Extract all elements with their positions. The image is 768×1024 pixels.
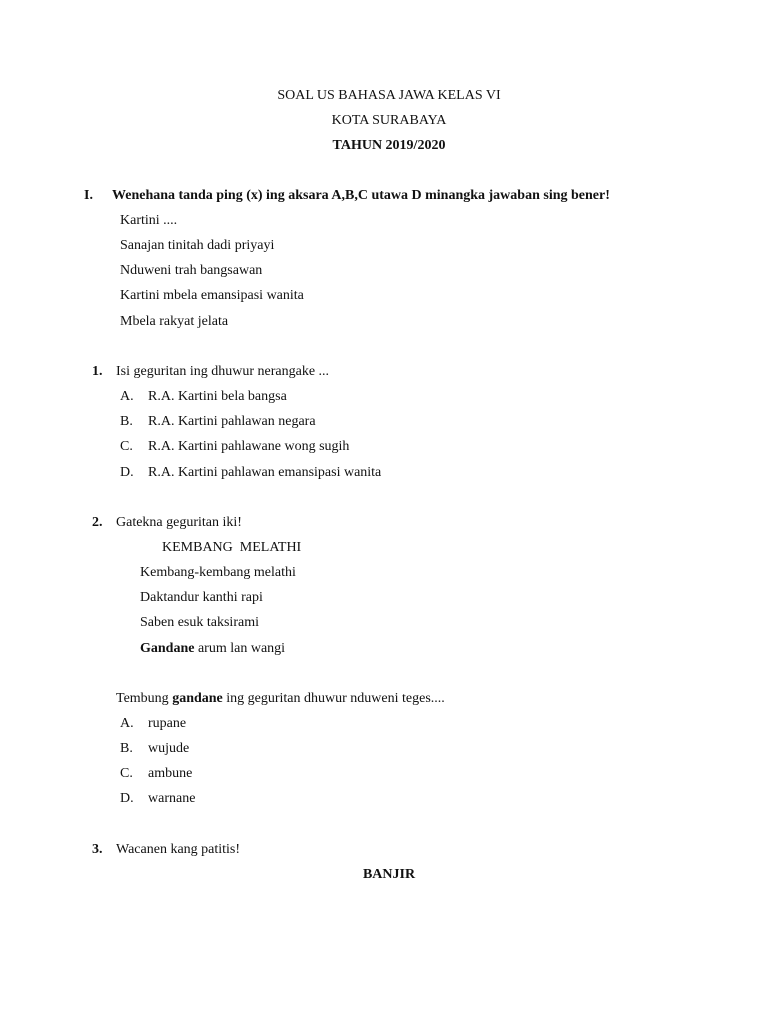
option-letter: C. <box>120 439 133 454</box>
option-letter: A. <box>120 716 134 731</box>
option-letter: A. <box>120 389 134 404</box>
option-text: R.A. Kartini pahlawan negara <box>148 414 316 429</box>
option-letter: D. <box>120 465 134 480</box>
option-letter: B. <box>120 741 133 756</box>
question-text: Gatekna geguritan iki! <box>116 515 242 530</box>
poem-line: Saben esuk taksirami <box>140 615 259 630</box>
reading-title: BANJIR <box>362 867 416 882</box>
option-letter: D. <box>120 791 134 806</box>
poem-line-rest: arum lan wangi <box>194 641 286 656</box>
section-roman-numeral: I. <box>84 188 93 203</box>
poem-line: Mbela rakyat jelata <box>120 314 229 329</box>
poem-line: Kartini .... <box>120 213 178 228</box>
question-text: Wacanen kang patitis! <box>116 842 241 857</box>
option-text: R.A. Kartini bela bangsa <box>148 389 287 404</box>
option-text: wujude <box>148 741 190 756</box>
question-number: 3. <box>92 842 103 857</box>
option-text: warnane <box>148 791 196 806</box>
option-text: R.A. Kartini pahlawan emansipasi wanita <box>148 465 382 480</box>
poem-title: KEMBANG MELATHI <box>162 540 302 555</box>
stem-suffix: ing geguritan dhuwur nduweni teges.... <box>222 691 445 706</box>
question-stem <box>116 691 445 707</box>
doc-title-line1: SOAL US BAHASA JAWA KELAS VI <box>277 88 501 103</box>
doc-title-line2: KOTA SURABAYA <box>331 113 447 128</box>
poem-line: Sanajan tinitah dadi priyayi <box>120 238 275 253</box>
question-text: Isi geguritan ing dhuwur nerangake ... <box>116 364 330 379</box>
poem-line <box>140 641 285 657</box>
poem-line: Kartini mbela emansipasi wanita <box>120 288 304 303</box>
option-text: ambune <box>148 766 193 781</box>
option-text: rupane <box>148 716 187 731</box>
stem-keyword: gandane <box>172 691 223 706</box>
poem-line: Kembang-kembang melathi <box>140 565 296 580</box>
option-letter: B. <box>120 414 133 429</box>
stem-prefix: Tembung <box>116 691 173 706</box>
section-instruction: Wenehana tanda ping (x) ing aksara A,B,C utawa D minangka jawaban sing bener! <box>112 188 610 203</box>
poem-keyword: Gandane <box>140 641 195 656</box>
poem-line: Daktandur kanthi rapi <box>140 590 263 605</box>
doc-title-line3: TAHUN 2019/2020 <box>332 138 446 153</box>
poem-line: Nduweni trah bangsawan <box>120 263 263 278</box>
question-number: 2. <box>92 515 103 530</box>
option-letter: C. <box>120 766 133 781</box>
question-number: 1. <box>92 364 103 379</box>
option-text: R.A. Kartini pahlawane wong sugih <box>148 439 350 454</box>
